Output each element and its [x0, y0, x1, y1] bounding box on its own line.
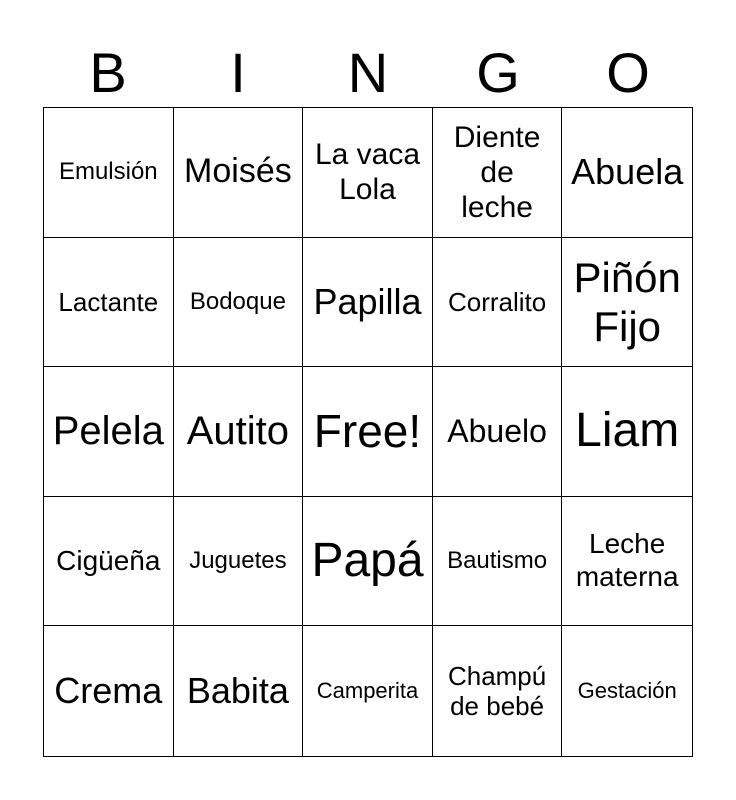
bingo-cell[interactable] [433, 497, 563, 627]
cell-label: Liam [575, 404, 680, 458]
cell-label: Bautismo [447, 547, 548, 575]
cell-label: Abuelo [447, 412, 547, 449]
bingo-cell[interactable] [303, 108, 433, 238]
bingo-cell[interactable] [562, 497, 692, 627]
bingo-cell[interactable] [433, 238, 563, 368]
cell-label: Emulsión [58, 158, 158, 186]
cell-label: Papilla [313, 280, 422, 322]
bingo-card [43, 107, 693, 757]
cell-label: Cigüeña [56, 544, 161, 576]
bingo-cell[interactable] [303, 238, 433, 368]
bingo-cell[interactable] [44, 238, 174, 368]
cell-label: La vaca Lola [314, 138, 421, 207]
header-letter-g: G [476, 41, 520, 104]
cell-label: Pelela [52, 409, 164, 454]
bingo-cell[interactable] [174, 108, 304, 238]
header-letter-i: I [230, 41, 246, 104]
free-space[interactable] [303, 367, 433, 497]
header-letter-b: B [89, 41, 127, 104]
header-letter-n: N [347, 41, 389, 104]
cell-label: Bodoque [189, 287, 286, 315]
cell-label: Corralito [447, 286, 547, 317]
cell-label: Champú de bebé [447, 660, 547, 722]
bingo-cell[interactable] [174, 626, 304, 756]
cell-label: Juguetes [189, 547, 287, 575]
cell-label: Lactante [58, 286, 159, 317]
cell-label: Papá [311, 534, 424, 588]
bingo-cell[interactable] [433, 626, 563, 756]
bingo-cell[interactable] [174, 238, 304, 368]
cell-label: Diente de leche [453, 120, 541, 224]
bingo-cell[interactable] [44, 108, 174, 238]
bingo-header [43, 40, 693, 106]
cell-label: Moisés [184, 152, 292, 191]
cell-label: Free! [313, 404, 422, 457]
bingo-cell[interactable] [433, 108, 563, 238]
cell-label: Piñón Fijo [573, 253, 681, 350]
cell-label: Leche materna [575, 528, 679, 593]
cell-label: Autito [186, 409, 290, 454]
bingo-cell[interactable] [174, 367, 304, 497]
cell-label: Gestación [577, 678, 677, 704]
bingo-cell[interactable] [174, 497, 304, 627]
bingo-cell[interactable] [562, 626, 692, 756]
bingo-cell[interactable] [44, 497, 174, 627]
cell-label: Abuela [571, 151, 684, 193]
bingo-cell[interactable] [562, 108, 692, 238]
bingo-cell[interactable] [562, 367, 692, 497]
cell-label: Babita [186, 670, 289, 712]
bingo-cell[interactable] [44, 626, 174, 756]
cell-label: Camperita [316, 678, 419, 704]
cell-label: Crema [54, 670, 163, 712]
bingo-cell[interactable] [303, 497, 433, 627]
bingo-cell[interactable] [562, 238, 692, 368]
bingo-cell[interactable] [303, 626, 433, 756]
header-letter-o: O [606, 41, 650, 104]
bingo-cell[interactable] [433, 367, 563, 497]
bingo-cell[interactable] [44, 367, 174, 497]
